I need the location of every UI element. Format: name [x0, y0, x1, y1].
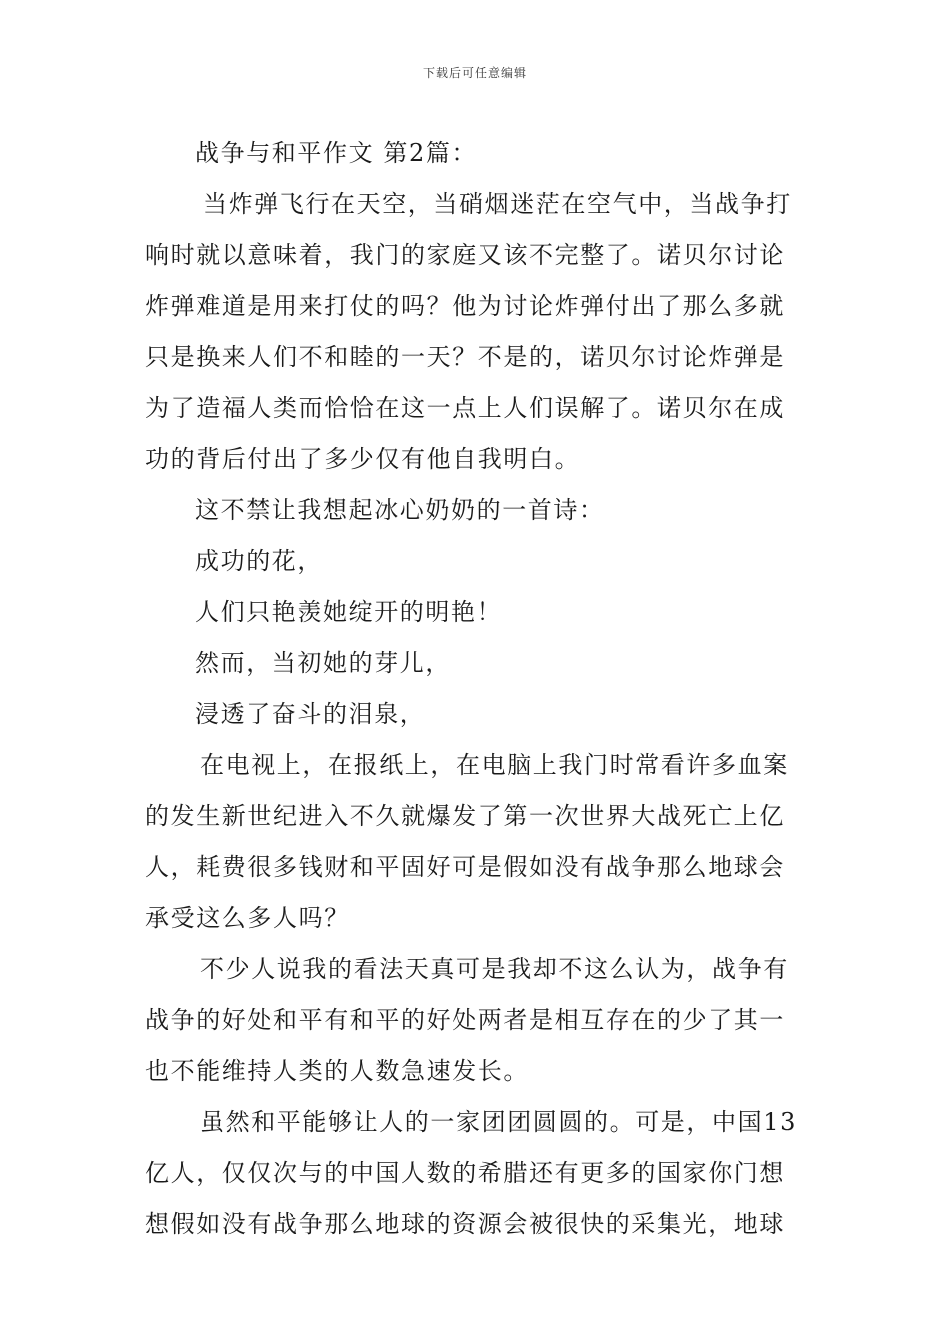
poem-line: 成功的花，	[195, 547, 323, 575]
page-header: 下载后可任意编辑	[422, 66, 527, 80]
paragraph-1-line: 为了造福人类而恰恰在这一点上人们误解了。诺贝尔在成	[145, 394, 785, 422]
poem-line: 人们只艳羡她绽开的明艳！	[195, 598, 503, 626]
article-body	[145, 128, 813, 1250]
article-title: 战争与和平作文 第2篇：	[195, 139, 478, 167]
paragraph-3-line: 在电视上，在报纸上，在电脑上我门时常看许多血案	[200, 751, 789, 779]
poem-line: 然而，当初她的芽儿，	[195, 649, 451, 677]
paragraph-1-line: 只是换来人们不和睦的一天？不是的，诺贝尔讨论炸弹是	[145, 343, 785, 371]
paragraph-5-line: 想假如没有战争那么地球的资源会被很快的采集光，地球	[145, 1210, 785, 1238]
paragraph-1-line: 功的背后付出了多少仅有他自我明白。	[145, 445, 581, 473]
paragraph-3-line: 承受这么多人吗？	[145, 904, 350, 932]
paragraph-4-line: 不少人说我的看法天真可是我却不这么认为，战争有	[200, 955, 789, 983]
paragraph-1-line: 响时就以意味着，我门的家庭又该不完整了。诺贝尔讨论	[145, 241, 785, 269]
paragraph-2: 这不禁让我想起冰心奶奶的一首诗：	[195, 496, 605, 524]
paragraph-5-line: 虽然和平能够让人的一家团团圆圆的。可是，中国13	[200, 1108, 797, 1136]
poem-line: 浸透了奋斗的泪泉，	[195, 700, 426, 728]
paragraph-1-line: 当炸弹飞行在天空，当硝烟迷茫在空气中，当战争打	[203, 190, 792, 218]
paragraph-5-line: 亿人，仅仅次与的中国人数的希腊还有更多的国家你门想	[145, 1159, 785, 1187]
paragraph-1-line: 炸弹难道是用来打仗的吗？他为讨论炸弹付出了那么多就	[145, 292, 785, 320]
paragraph-3-line: 人，耗费很多钱财和平固好可是假如没有战争那么地球会	[145, 853, 785, 881]
paragraph-3-line: 的发生新世纪进入不久就爆发了第一次世界大战死亡上亿	[145, 802, 785, 830]
paragraph-4-line: 战争的好处和平有和平的好处两者是相互存在的少了其一	[145, 1006, 785, 1034]
paragraph-4-line: 也不能维持人类的人数急速发长。	[145, 1057, 529, 1085]
